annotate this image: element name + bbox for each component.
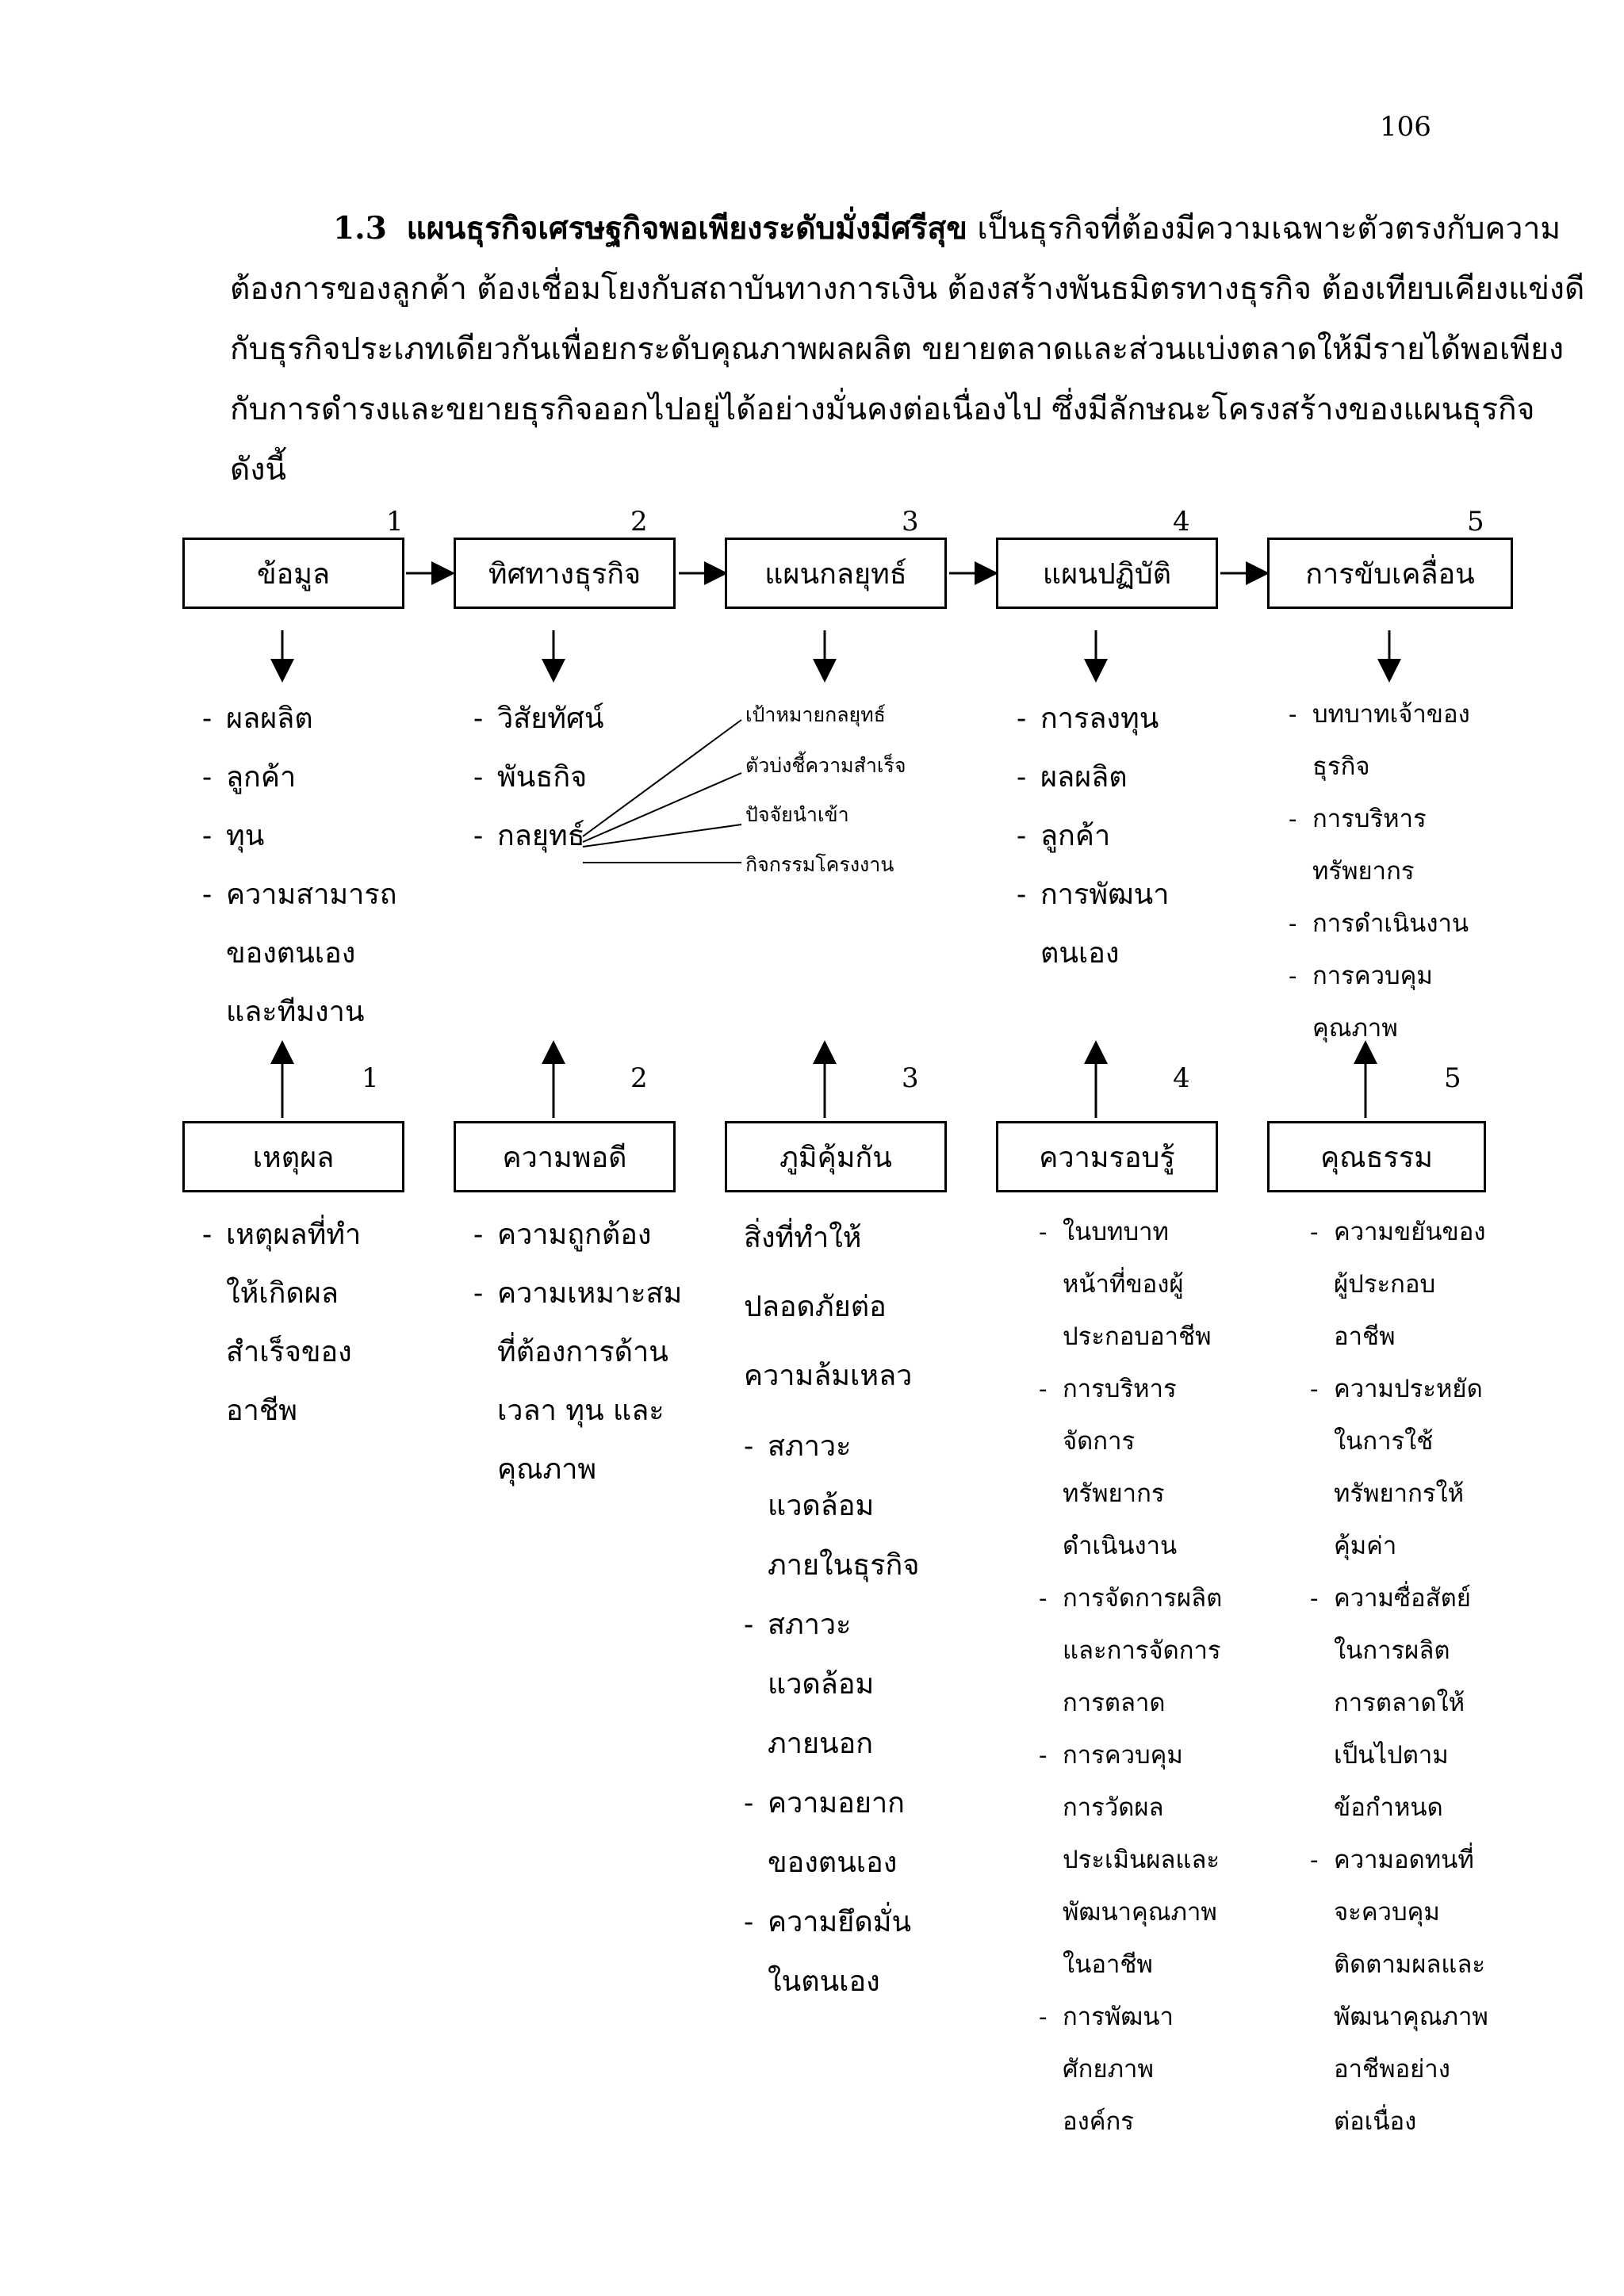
list-line: ศักยภาพ (1063, 2055, 1154, 2084)
list-line: - การควบคุม (1312, 962, 1433, 990)
box-immunity: ภูมิคุ้มกัน (725, 1121, 947, 1192)
box-reason: เหตุผล (182, 1121, 404, 1192)
list-line: เป็นไปตาม (1334, 1741, 1449, 1770)
list-line: ทรัพยากร (1063, 1479, 1165, 1508)
list-line: ตนเอง (1040, 937, 1120, 970)
box-morality: คุณธรรม (1267, 1121, 1486, 1192)
immunity-intro-line: ปลอดภัยต่อ (744, 1291, 887, 1323)
box-moderation: ความพอดี (454, 1121, 676, 1192)
strategy-branch-input: ปัจจัยนำเข้า (745, 803, 849, 826)
list-item: - การลงทุน (1017, 690, 1169, 748)
list-line: ในการผลิต (1334, 1636, 1450, 1665)
list-line: ประกอบอาชีพ (1063, 1322, 1212, 1351)
list-line: คุณภาพ (1312, 1014, 1398, 1043)
list-line: ในอาชีพ (1063, 1950, 1153, 1979)
top-num-3: 3 (902, 506, 919, 538)
list-item (1039, 1363, 1222, 1572)
list-line: - ความอยาก (768, 1787, 905, 1820)
list-line: ของตนเอง (768, 1846, 898, 1879)
top-details-col-4 (1017, 690, 1169, 983)
list-line: องค์กร (1063, 2107, 1134, 2136)
list-line: ประเมินผลและ (1063, 1846, 1220, 1874)
list-item (744, 1417, 919, 1595)
list-item: - ลูกค้า (1017, 807, 1169, 866)
intro-line-2: ต้องการของลูกค้า ต้องเชื่อมโยงกับสถาบันทางการเงิน ต้องสร้างพันธมิตรทางธุรกิจ ต้องเทียบเคียงแข่งดี (230, 271, 1585, 307)
list-line: และทีมงาน (226, 996, 365, 1028)
list-line: - ความขยันของ (1334, 1218, 1486, 1246)
list-item (744, 1892, 919, 2011)
list-line: ให้เกิดผล (226, 1277, 339, 1310)
top-details-col-1 (202, 690, 397, 1042)
list-item (202, 1206, 361, 1441)
branch-line-3 (583, 825, 741, 847)
bottom-num-1: 1 (362, 1062, 379, 1094)
top-num-4: 4 (1173, 506, 1190, 538)
bottom-details-col-4 (1039, 1206, 1222, 2148)
list-line: - การบริหาร (1312, 805, 1427, 833)
list-line: ในตนเอง (768, 1965, 880, 1998)
list-line: คุณภาพ (497, 1453, 597, 1486)
box-data: ข้อมูล (182, 538, 404, 609)
list-item (744, 1774, 919, 1892)
section-heading: แผนธุรกิจเศรษฐกิจพอเพียงระดับมั่งมีศรีสุข (406, 210, 967, 247)
list-line: - การบริหาร (1063, 1375, 1177, 1403)
list-line: - ในบทบาท (1063, 1218, 1169, 1246)
box-driving: การขับเคลื่อน (1267, 538, 1513, 609)
list-line: ต่อเนื่อง (1334, 2107, 1417, 2136)
list-item: - ลูกค้า (202, 748, 397, 807)
list-line: แวดล้อม (768, 1490, 875, 1522)
branch-line-2 (583, 773, 741, 842)
list-line: เวลา ทุน และ (497, 1395, 665, 1427)
list-line: - สภาวะ (768, 1609, 852, 1641)
top-num-5: 5 (1467, 506, 1484, 538)
top-num-2: 2 (630, 506, 648, 538)
list-item (1039, 1572, 1222, 1729)
list-item (1039, 1991, 1222, 2148)
list-line: พัฒนาคุณภาพ (1063, 1898, 1217, 1927)
list-line: ทรัพยากร (1312, 857, 1415, 886)
top-details-col-2 (473, 690, 603, 866)
top-num-1: 1 (386, 506, 404, 538)
list-line: การวัดผล (1063, 1793, 1164, 1822)
list-item: - ทุน (202, 807, 397, 866)
page-number: 106 (1380, 111, 1431, 143)
strategy-branch-indicator: ตัวบ่งชี้ความสำเร็จ (745, 754, 906, 777)
list-line: - การจัดการผลิต (1063, 1584, 1223, 1613)
list-line: - บทบาทเจ้าของ (1312, 700, 1470, 729)
list-line: - ความประหยัด (1334, 1375, 1483, 1403)
bottom-num-5: 5 (1444, 1062, 1461, 1094)
box-strategic-plan: แผนกลยุทธ์ (725, 538, 947, 609)
bottom-details-col-5 (1310, 1206, 1488, 2148)
bottom-num-4: 4 (1173, 1062, 1190, 1094)
list-item: - ผลผลิต (202, 690, 397, 748)
list-line: ติดตามผลและ (1334, 1950, 1486, 1979)
strategy-branch-activity: กิจกรรมโครงงาน (745, 853, 894, 876)
strategy-branch-goal: เป้าหมายกลยุทธ์ (745, 703, 886, 726)
section-number: 1.3 (333, 210, 387, 247)
list-line: การตลาดให้ (1334, 1689, 1465, 1717)
list-line: - เหตุผลที่ทำ (226, 1219, 362, 1251)
list-item (1039, 1206, 1222, 1363)
list-item (1289, 950, 1470, 1054)
intro-line-3: กับธุรกิจประเภทเดียวกันเพื่อยกระดับคุณภาพผลผลิต ขยายตลาดและส่วนแบ่งตลาดให้มีรายได้พอเพียง (230, 331, 1564, 367)
list-line: คุ้มค่า (1334, 1532, 1397, 1560)
list-line: - ความเหมาะสม (497, 1277, 683, 1310)
list-line: อาชีพอย่าง (1334, 2055, 1450, 2084)
list-item (1039, 1729, 1222, 1991)
list-line: จัดการ (1063, 1427, 1136, 1456)
list-line: - การพัฒนา (1040, 878, 1170, 911)
list-item: - ผลผลิต (1017, 748, 1169, 807)
list-item: - กลยุทธ์ (473, 807, 603, 866)
list-line: - การพัฒนา (1063, 2003, 1174, 2031)
list-item (202, 866, 397, 1042)
list-item (1310, 1834, 1488, 2148)
intro-line-4: กับการดำรงและขยายธุรกิจออกไปอยู่ได้อย่างมั่นคงต่อเนื่องไป ซึ่งมีลักษณะโครงสร้างของแผนธุรกิจ (230, 392, 1535, 427)
list-line: ภายในธุรกิจ (768, 1549, 920, 1582)
list-line: พัฒนาคุณภาพ (1334, 2003, 1488, 2031)
list-item (1017, 866, 1169, 983)
list-line: ธุรกิจ (1312, 752, 1370, 781)
list-line: แวดล้อม (768, 1668, 875, 1701)
list-item (1310, 1206, 1488, 1363)
list-line: อาชีพ (226, 1395, 297, 1427)
list-line: จะควบคุม (1334, 1898, 1440, 1927)
list-item: - การดำเนินงาน (1289, 897, 1470, 950)
list-line: ภายนอก (768, 1728, 874, 1760)
immunity-intro-line: สิ่งที่ทำให้ (744, 1222, 862, 1254)
bottom-num-2: 2 (630, 1062, 648, 1094)
list-line: - ความยึดมั่น (768, 1906, 912, 1938)
bottom-details-col-2 (473, 1206, 682, 1499)
intro-line-5: ดังนี้ (230, 452, 287, 488)
list-item: - ความถูกต้อง (473, 1206, 682, 1265)
list-line: ผู้ประกอบ (1334, 1270, 1436, 1299)
box-knowledge: ความรอบรู้ (996, 1121, 1218, 1192)
list-line: - ความซื่อสัตย์ (1334, 1584, 1471, 1613)
branch-line-1 (583, 720, 741, 836)
list-item (1289, 688, 1470, 793)
list-line: และการจัดการ (1063, 1636, 1221, 1665)
list-line: ของตนเอง (226, 937, 356, 970)
list-line: ที่ต้องการด้าน (497, 1336, 668, 1368)
box-business-direction: ทิศทางธุรกิจ (454, 538, 676, 609)
list-line: หน้าที่ของผู้ (1063, 1270, 1184, 1299)
list-line: อาชีพ (1334, 1322, 1396, 1351)
bottom-details-col-1 (202, 1206, 361, 1441)
list-line: ดำเนินงาน (1063, 1532, 1178, 1560)
list-item (1289, 793, 1470, 897)
list-item (744, 1595, 919, 1774)
list-line: - การควบคุม (1063, 1741, 1183, 1770)
list-line: ทรัพยากรให้ (1334, 1479, 1465, 1508)
list-line: ข้อกำหนด (1334, 1793, 1443, 1822)
list-line: - ความอดทนที่ (1334, 1846, 1474, 1874)
list-line: ในการใช้ (1334, 1427, 1434, 1456)
list-item: - วิสัยทัศน์ (473, 690, 603, 748)
list-line: - สภาวะ (768, 1430, 852, 1463)
box-action-plan: แผนปฏิบัติ (996, 538, 1218, 609)
list-item (473, 1265, 682, 1499)
intro-line-1-rest: เป็นธุรกิจที่ต้องมีความเฉพาะตัวตรงกับความ (977, 211, 1561, 247)
top-details-col-5 (1289, 688, 1470, 1054)
immunity-intro-line: ความล้มเหลว (744, 1360, 913, 1392)
list-line: การตลาด (1063, 1689, 1166, 1717)
list-line: สำเร็จของ (226, 1336, 352, 1368)
list-item: - พันธกิจ (473, 748, 603, 807)
list-item (1310, 1363, 1488, 1572)
bottom-num-3: 3 (902, 1062, 919, 1094)
bottom-details-col-3 (744, 1203, 919, 2011)
list-line: - ความสามารถ (226, 878, 397, 911)
list-item (1310, 1572, 1488, 1834)
